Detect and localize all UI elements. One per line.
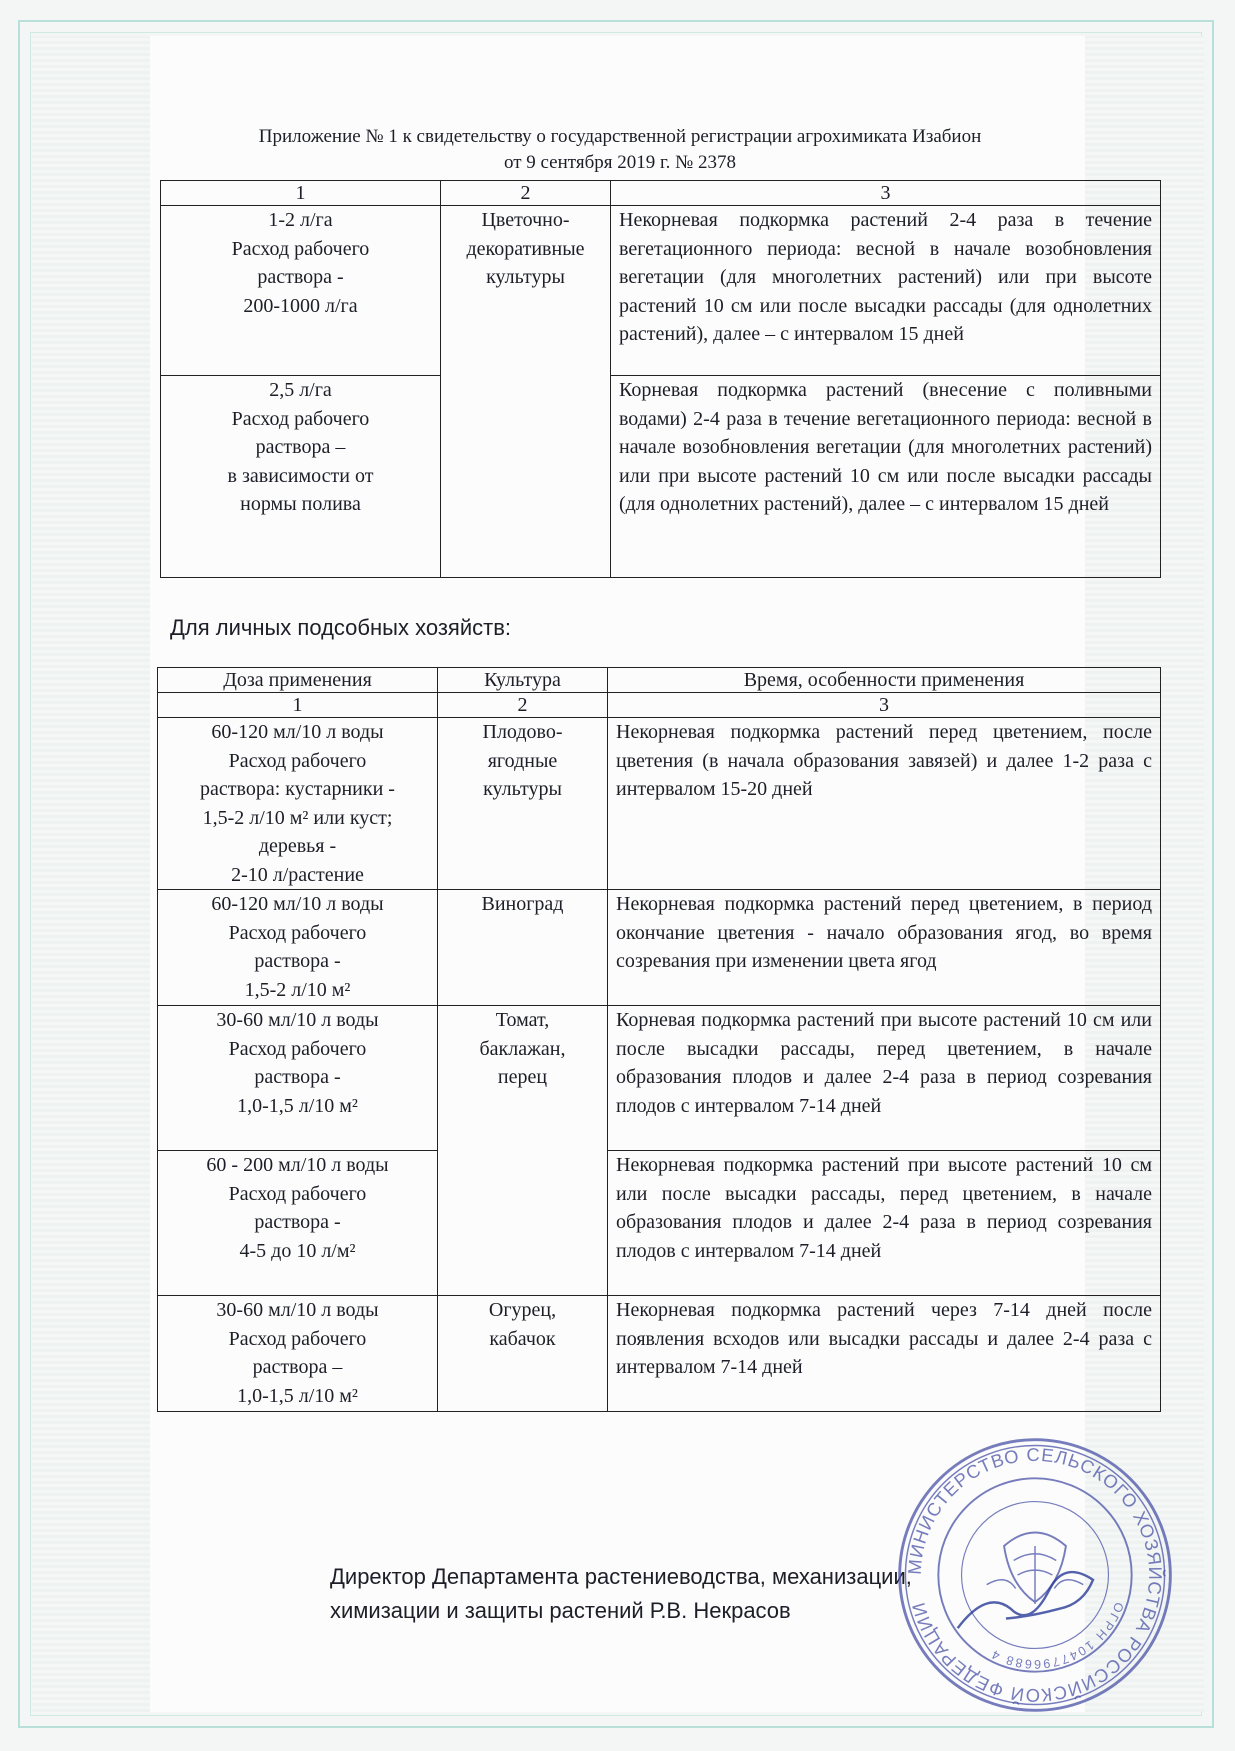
col-num: 3 — [611, 181, 1161, 206]
time-cell: Корневая подкормка растений при высоте растений 10 см или после высадки рассады, перед цветением, в начале образования плодов и далее 2-4 раза в период созревания плодов с интервалом 7-14 дней — [608, 1006, 1161, 1151]
dose-line: 60 - 200 мл/10 л воды — [206, 1154, 389, 1176]
dose-line: нормы полива — [240, 493, 361, 515]
culture-line: Огурец, — [488, 1299, 557, 1321]
stamp-ring-text: МИНИСТЕРСТВО СЕЛЬСКОГО ХОЗЯЙСТВА РОССИЙСКОЙ ФЕДЕРАЦИИ — [903, 1443, 1167, 1707]
culture-cell — [438, 1006, 608, 1296]
culture-line: декоративные — [466, 237, 585, 260]
dose-line: раствора - — [254, 1211, 341, 1233]
culture-line: ягодные — [487, 749, 558, 772]
dose-cell — [158, 1151, 438, 1296]
culture-cell — [438, 1296, 608, 1412]
application-table-1 — [160, 180, 1161, 578]
col-num: 3 — [608, 693, 1161, 718]
time-cell: Некорневая подкормка растений перед цветением, после цветения (в начала образования завязей) и далее 1-2 раза с интервалом 15-20 дней — [608, 718, 1161, 890]
dose-line: раствора - — [254, 1066, 341, 1088]
signature-line-1: Директор Департамента растениеводства, механизации, — [330, 1564, 912, 1589]
dose-cell — [158, 890, 438, 1006]
dose-line: 1,5-2 л/10 м² или куст; — [202, 806, 393, 829]
dose-cell — [161, 206, 441, 376]
dose-line: Расход рабочего — [228, 1327, 367, 1350]
culture-line: Томат, — [495, 1009, 550, 1031]
stamp-ogrn: ОГРН 1047796688 4 — [987, 1600, 1127, 1672]
culture-line: баклажан, — [479, 1037, 566, 1060]
table-row — [161, 376, 1161, 578]
dose-line: в зависимости от — [227, 464, 374, 487]
culture-line: культуры — [486, 266, 565, 288]
dose-line: 200-1000 л/га — [243, 294, 358, 317]
official-seal-stamp — [890, 1430, 1180, 1720]
dose-line: раствора - — [257, 266, 344, 288]
dose-line: Расход рабочего — [228, 1037, 367, 1060]
col-num: 2 — [438, 693, 608, 718]
dose-line: 1,0-1,5 л/10 м² — [237, 1384, 358, 1407]
dose-line: 1,0-1,5 л/10 м² — [237, 1094, 358, 1117]
dose-cell — [158, 1006, 438, 1151]
table-row — [158, 1296, 1161, 1412]
dose-line: Расход рабочего — [228, 921, 367, 944]
signature-block — [330, 1560, 912, 1628]
signature-line-2: химизации и защиты растений Р.В. Некрасов — [330, 1598, 791, 1623]
column-number-row — [158, 693, 1161, 718]
dose-line: 30-60 мл/10 л воды — [216, 1299, 379, 1321]
dose-line: Расход рабочего — [231, 237, 370, 260]
col-num: 1 — [161, 181, 441, 206]
dose-line: деревья - — [258, 835, 337, 857]
time-cell: Некорневая подкормка растений 2-4 раза в течение вегетационного периода: весной в начале возобновления вегетации (для многолетних растений) или при высоте растений 10 см или после высадки рассады (для однолетних растений), далее – с интервалом 15 дней — [611, 206, 1161, 376]
dose-cell — [158, 718, 438, 890]
dose-line: 1-2 л/га — [268, 209, 333, 231]
dose-cell — [161, 376, 441, 578]
dose-line: раствора – — [255, 436, 346, 458]
time-cell: Некорневая подкормка растений перед цветением, в период окончание цветения - начало образования ягод, во время созревания при изменении цвета ягод — [608, 890, 1161, 1006]
dose-line: 1,5-2 л/10 м² — [244, 978, 351, 1001]
culture-line: перец — [497, 1066, 548, 1088]
dose-line: Расход рабочего — [228, 1182, 367, 1205]
culture-cell — [438, 890, 608, 1006]
header-row — [158, 668, 1161, 693]
column-number-row — [161, 181, 1161, 206]
table-row — [161, 206, 1161, 376]
table-row — [158, 1006, 1161, 1151]
culture-line: кабачок — [489, 1327, 556, 1350]
column-header: Время, особенности применения — [608, 668, 1161, 693]
left-ornament-band — [32, 36, 152, 1712]
application-table-2 — [157, 667, 1161, 1412]
time-cell: Некорневая подкормка растений через 7-14 дней после появления всходов или высадки рассады и далее 2-4 раза с интервалом 7-14 дней — [608, 1296, 1161, 1412]
time-cell: Корневая подкормка растений (внесение с поливными водами) 2-4 раза в течение вегетационного периода: весной в начале возобновления вегетации (для многолетних растений) или при высоте растений 10 см или после высадки рассады (для однолетних растений), далее – с интервалом 15 дней — [611, 376, 1161, 578]
table-row — [158, 718, 1161, 890]
dose-line: раствора - — [254, 950, 341, 972]
culture-line: культуры — [483, 778, 562, 800]
dose-line: 60-120 мл/10 л воды — [211, 893, 384, 915]
header-line-1: Приложение № 1 к свидетельству о государственной регистрации агрохимиката Изабион — [258, 126, 982, 147]
dose-line: Расход рабочего — [231, 407, 370, 430]
culture-cell — [441, 206, 611, 578]
col-num: 1 — [158, 693, 438, 718]
dose-line: раствора – — [252, 1356, 343, 1378]
culture-cell — [438, 718, 608, 890]
col-num: 2 — [441, 181, 611, 206]
header-line-2: от 9 сентября 2019 г. № 2378 — [503, 152, 737, 173]
dose-line: 60-120 мл/10 л воды — [211, 721, 384, 743]
dose-line: 30-60 мл/10 л воды — [216, 1009, 379, 1031]
culture-line: Плодово- — [482, 721, 563, 743]
culture-line: Цветочно- — [481, 209, 570, 231]
column-header: Доза применения — [158, 668, 438, 693]
document-header — [155, 124, 1085, 176]
dose-line: 4-5 до 10 л/м² — [239, 1239, 356, 1262]
dose-line: раствора: кустарники - — [200, 778, 395, 800]
dose-line: 2,5 л/га — [269, 379, 332, 401]
table-row — [158, 890, 1161, 1006]
table-row — [158, 1151, 1161, 1296]
dose-line: 2-10 л/растение — [231, 863, 364, 886]
dose-cell — [158, 1296, 438, 1412]
culture-line: Виноград — [481, 893, 564, 915]
column-header: Культура — [438, 668, 608, 693]
section-title: Для личных подсобных хозяйств: — [170, 615, 511, 640]
time-cell: Некорневая подкормка растений при высоте растений 10 см или после высадки рассады, перед цветением, в начале образования плодов и далее 2-4 раза в период созревания плодов с интервалом 7-14 дней — [608, 1151, 1161, 1296]
dose-line: Расход рабочего — [228, 749, 367, 772]
